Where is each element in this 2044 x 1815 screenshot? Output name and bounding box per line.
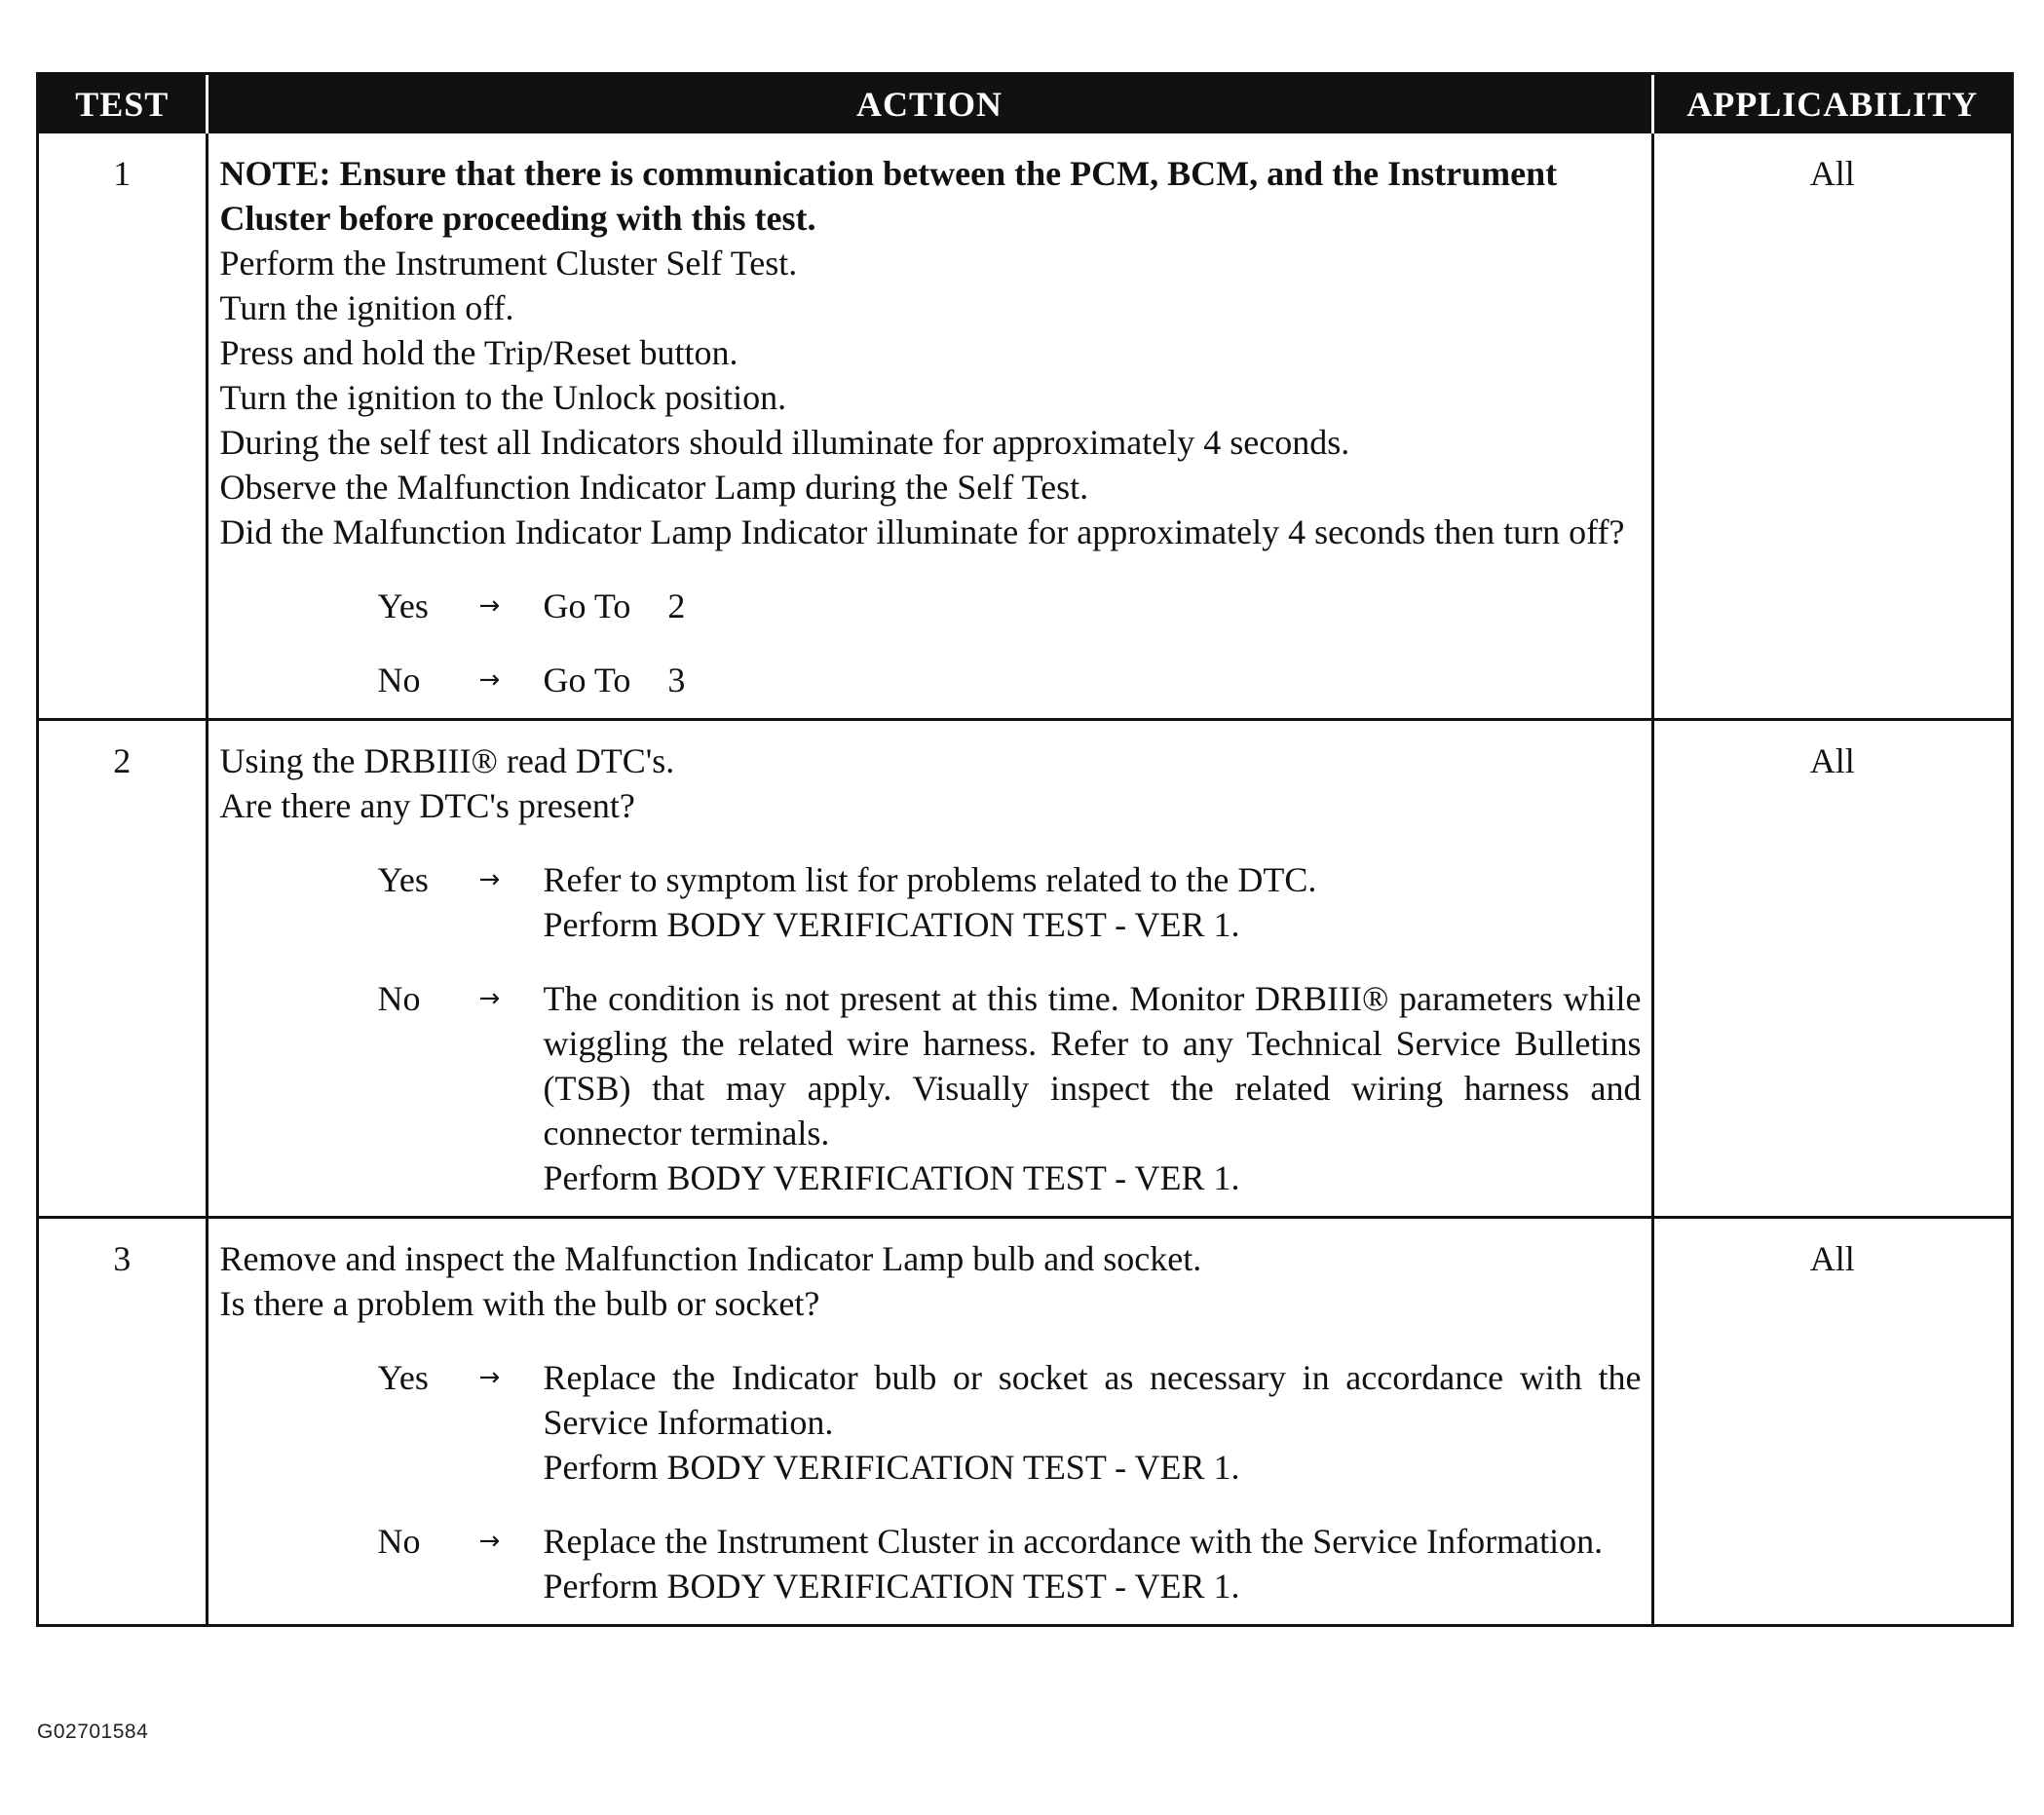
action-line: Observe the Malfunction Indicator Lamp during the Self Test. (219, 468, 1089, 507)
test-number: 3 (39, 1218, 207, 1625)
action-line: During the self test all Indicators should illuminate for approximately 4 seconds. (219, 423, 1350, 462)
header-action: ACTION (207, 75, 1652, 133)
branch-instruction (544, 1355, 1642, 1490)
action-line: Perform the Instrument Cluster Self Test. (219, 244, 798, 283)
applicability-value: All (1652, 133, 2011, 720)
goto-instruction (544, 584, 1642, 628)
perform-test: Perform BODY VERIFICATION TEST - VER 1. (543, 1567, 1240, 1606)
arrow-right-icon: → (478, 865, 501, 894)
goto-instruction (544, 658, 1642, 702)
diagnostic-test-table (39, 75, 2011, 1624)
branch-yes (220, 584, 1642, 628)
branch-instruction (544, 976, 1642, 1200)
action-line: Using the DRBIII® read DTC's. (219, 741, 675, 780)
goto-label: Go To (543, 661, 631, 700)
perform-test: Perform BODY VERIFICATION TEST - VER 1. (543, 1448, 1240, 1487)
figure-id: G02701584 (37, 1720, 149, 1743)
header-applicability: APPLICABILITY (1652, 75, 2011, 133)
header-test: TEST (39, 75, 207, 133)
arrow-right-icon: → (478, 665, 501, 695)
branch-no (220, 976, 1642, 1200)
perform-test: Perform BODY VERIFICATION TEST - VER 1. (543, 905, 1240, 944)
action-line: Press and hold the Trip/Reset button. (219, 333, 738, 372)
answer-label: No (377, 1522, 421, 1561)
test-number: 1 (39, 133, 207, 720)
action-line: Remove and inspect the Malfunction Indicator Lamp bulb and socket. (219, 1239, 1202, 1278)
branch-no (220, 1519, 1642, 1608)
branch-text: Refer to symptom list for problems related to the DTC. (543, 860, 1317, 899)
table-header-row (39, 75, 2011, 133)
goto-label: Go To (543, 586, 631, 625)
note-text: NOTE: Ensure that there is communication between the PCM, BCM, and the Instrument Cluster before proceeding with this test. (219, 154, 1558, 238)
answer-branches (220, 584, 1642, 702)
arrow-right-icon: → (478, 984, 501, 1013)
action-question: Did the Malfunction Indicator Lamp Indicator illuminate for approximately 4 seconds then turn off? (219, 512, 1625, 551)
branch-instruction (544, 1519, 1642, 1608)
answer-branches (220, 1355, 1642, 1608)
answer-label: No (377, 661, 421, 700)
perform-test: Perform BODY VERIFICATION TEST - VER 1. (543, 1158, 1240, 1197)
answer-label: No (377, 979, 421, 1018)
arrow-right-icon: → (478, 591, 501, 621)
applicability-value: All (1652, 720, 2011, 1218)
branch-text: Replace the Instrument Cluster in accordance with the Service Information. (543, 1522, 1604, 1561)
answer-label: Yes (377, 860, 429, 899)
branch-yes (220, 857, 1642, 947)
branch-text: The condition is not present at this time. Monitor DRBIII® parameters while wiggling the related wire harness. Refer to any Technical Service Bulletins (TSB) that may apply. Visually inspect the related wiring harness and connector terminals. (543, 979, 1642, 1153)
answer-label: Yes (377, 586, 429, 625)
test-number: 2 (39, 720, 207, 1218)
action-line: Is there a problem with the bulb or socket? (219, 1284, 820, 1323)
diagnostic-table-frame (36, 72, 2014, 1627)
table-row (39, 720, 2011, 1218)
branch-instruction (544, 857, 1642, 947)
action-line: Turn the ignition off. (219, 288, 514, 327)
table-row (39, 1218, 2011, 1625)
action-line: Are there any DTC's present? (219, 786, 635, 825)
branch-no (220, 658, 1642, 702)
arrow-right-icon: → (478, 1363, 501, 1392)
action-cell (207, 720, 1652, 1218)
table-row (39, 133, 2011, 720)
goto-number: 2 (667, 586, 686, 625)
arrow-right-icon: → (478, 1527, 501, 1556)
branch-yes (220, 1355, 1642, 1490)
applicability-value: All (1652, 1218, 2011, 1625)
branch-text: Replace the Indicator bulb or socket as necessary in accordance with the Service Information. (543, 1358, 1642, 1442)
answer-branches (220, 857, 1642, 1200)
action-cell (207, 133, 1652, 720)
goto-number: 3 (667, 661, 686, 700)
action-line: Turn the ignition to the Unlock position. (219, 378, 787, 417)
action-cell (207, 1218, 1652, 1625)
answer-label: Yes (377, 1358, 429, 1397)
